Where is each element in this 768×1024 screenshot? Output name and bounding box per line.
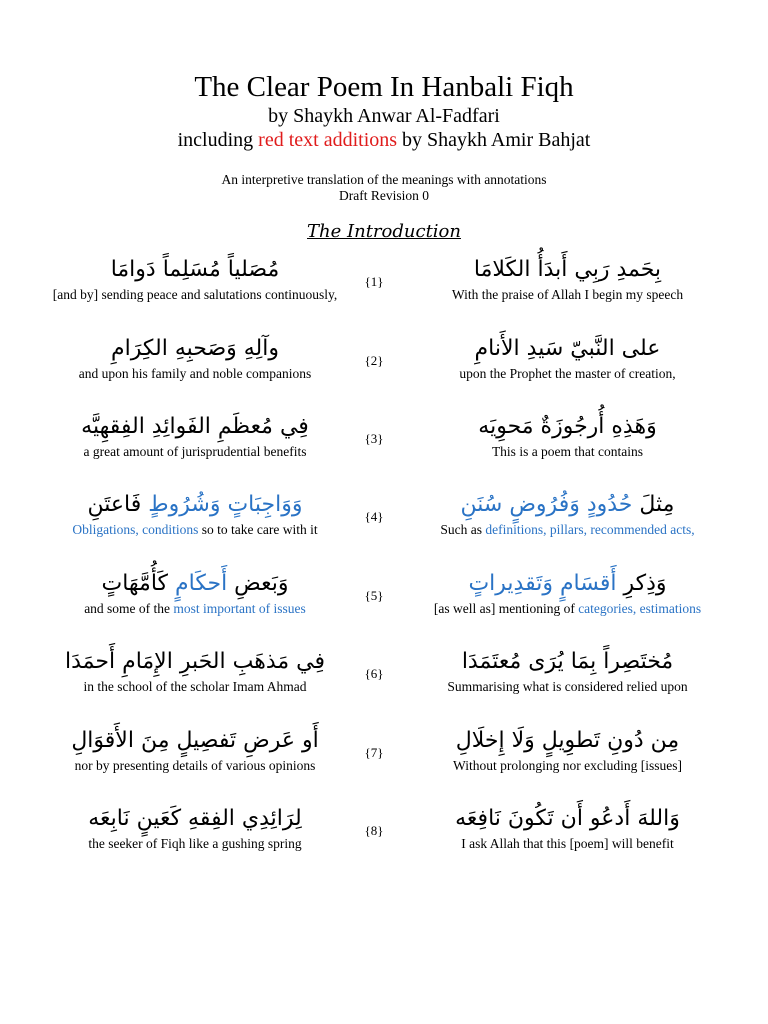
verse-right-arabic: بِحَمدِ رَبِي أَبدَأُ الكَلامَا: [473, 257, 662, 282]
english-text: [as well as] mentioning of: [433, 601, 579, 616]
verse-right-column: [395, 254, 740, 303]
additions-suffix: by Shaykh Amir Bahjat: [397, 129, 591, 151]
verse-number: {3}: [364, 431, 384, 446]
verse-number: {7}: [364, 745, 384, 760]
verse-5: [0, 568, 768, 644]
verse-right-english: With the praise of Allah I begin my speech: [451, 287, 684, 302]
verse-right-english: I ask Allah that this [poem] will benefit: [461, 836, 674, 851]
verse-left-column: [30, 411, 360, 460]
verse-right-column: [395, 489, 740, 538]
verse-left-column: [30, 489, 360, 538]
verse-right-column: [395, 646, 740, 695]
verse-number: {8}: [364, 823, 384, 838]
verse-left-arabic: لِرَائِدِي الفِقهِ كَعَينٍ نَابِعَه: [88, 806, 302, 831]
verse-3: [0, 411, 768, 487]
verse-left-english: [30, 600, 360, 617]
subtitle-block: [0, 172, 768, 204]
verse-right-column: [395, 725, 740, 774]
english-text: Such as: [440, 522, 486, 537]
arabic-text: وَذِكرِ: [616, 571, 667, 596]
verse-8: [0, 803, 768, 879]
verse-left-arabic: أَو عَرضِ تَفصِيلٍ مِنَ الأَقوَالِ: [71, 728, 319, 753]
highlighted-arabic: حُدُودٍ وَفُرُوضٍ سُنَنِ: [460, 492, 633, 517]
additions-line: [0, 128, 768, 152]
verse-number: {6}: [364, 666, 384, 681]
verse-right-arabic: مُختَصِراً بِمَا يُرَى مُعتَمَدَا: [461, 649, 674, 674]
verse-7: [0, 725, 768, 801]
verse-left-column: [30, 725, 360, 774]
verse-left-english: [30, 521, 360, 538]
verse-left-english: [and by] sending peace and salutations continuously,: [52, 287, 338, 302]
verse-left-column: [30, 803, 360, 852]
verse-right-arabic: على النَّبيّ سَيدِ الأَنامِ: [474, 336, 661, 361]
verse-right-english: Summarising what is considered relied upon: [447, 679, 688, 694]
verse-left-arabic: فِي مُعظَمِ الفَوائِدِ الفِقهِيَّه: [81, 414, 309, 439]
verse-right-column: [395, 333, 740, 382]
highlighted-arabic: أَحكَامٍ: [175, 571, 228, 596]
verse-left-arabic: وآلِهِ وَصَحبِهِ الكِرَامِ: [111, 336, 279, 361]
verse-number: {1}: [364, 274, 384, 289]
arabic-text: مِثلَ: [632, 492, 675, 517]
subtitle-description: An interpretive translation of the meanings with annotations: [221, 172, 547, 187]
highlighted-arabic: أَقسَامٍ وَتَقدِيراتٍ: [468, 571, 617, 596]
document-title: The Clear Poem In Hanbali Fiqh: [194, 71, 574, 103]
verse-left-arabic: [30, 568, 360, 600]
verse-left-column: [30, 568, 360, 617]
verse-left-english: in the school of the scholar Imam Ahmad: [83, 679, 307, 694]
verse-left-english: and upon his family and noble companions: [78, 366, 312, 381]
verse-number: {4}: [364, 509, 384, 524]
verse-right-column: [395, 568, 740, 617]
arabic-text: كَأُمَّهَاتٍ: [101, 571, 175, 596]
verse-right-english: This is a poem that contains: [491, 444, 644, 459]
highlighted-english: categories, estimations: [578, 601, 702, 616]
arabic-text: فَاعتَنِ: [87, 492, 149, 517]
verse-right-arabic: مِن دُونِ تَطوِيلٍ وَلَا إِخلَالِ: [455, 728, 680, 753]
document-header: [0, 70, 768, 204]
section-title: The Introduction: [307, 221, 461, 242]
verse-right-english: Without prolonging nor excluding [issues]: [453, 758, 682, 773]
verse-right-column: [395, 803, 740, 852]
verse-left-english: a great amount of jurisprudential benefits: [83, 444, 307, 459]
verse-right-arabic: وَاللهَ أَدعُو أَن تَكُونَ نَافِعَه: [455, 806, 680, 831]
verse-4: [0, 489, 768, 565]
verse-right-english: [395, 521, 740, 538]
additions-red-text: red text additions: [258, 129, 398, 151]
author-line: by Shaykh Anwar Al-Fadfari: [268, 105, 500, 127]
draft-revision: Draft Revision 0: [339, 188, 429, 203]
verse-right-arabic: وَهَذِهِ أُرجُوزَةٌ مَحوِيَه: [478, 414, 657, 439]
verse-left-column: [30, 646, 360, 695]
verse-right-english: [395, 600, 740, 617]
verse-left-column: [30, 333, 360, 382]
verse-right-column: [395, 411, 740, 460]
verse-2: [0, 333, 768, 409]
verse-right-arabic: [395, 489, 740, 521]
verse-6: [0, 646, 768, 722]
additions-prefix: including: [177, 129, 259, 151]
highlighted-arabic: وَوَاجِبَاتٍ وَشُرُوطٍ: [148, 492, 303, 517]
verse-left-column: [30, 254, 360, 303]
highlighted-english: definitions, pillars, recommended acts,: [485, 522, 695, 537]
verse-number: {2}: [364, 353, 384, 368]
highlighted-english: Obligations, conditions: [72, 522, 199, 537]
verse-right-english: upon the Prophet the master of creation,: [459, 366, 676, 381]
verse-number: {5}: [364, 588, 384, 603]
english-text: and some of the: [84, 601, 174, 616]
highlighted-english: most important of issues: [173, 601, 306, 616]
verse-left-english: the seeker of Fiqh like a gushing spring: [88, 836, 302, 851]
verse-right-arabic: [395, 568, 740, 600]
verse-left-arabic: فِي مَذهَبِ الحَبرِ الإِمَامِ أَحمَدَا: [64, 649, 325, 674]
verse-left-arabic: [30, 489, 360, 521]
arabic-text: وَبَعضِ: [227, 571, 289, 596]
verse-1: [0, 254, 768, 330]
verse-left-english: nor by presenting details of various opinions: [74, 758, 316, 773]
english-text: so to take care with it: [198, 522, 318, 537]
verse-left-arabic: مُصَلياً مُسَلِماً دَوامَا: [110, 257, 280, 282]
